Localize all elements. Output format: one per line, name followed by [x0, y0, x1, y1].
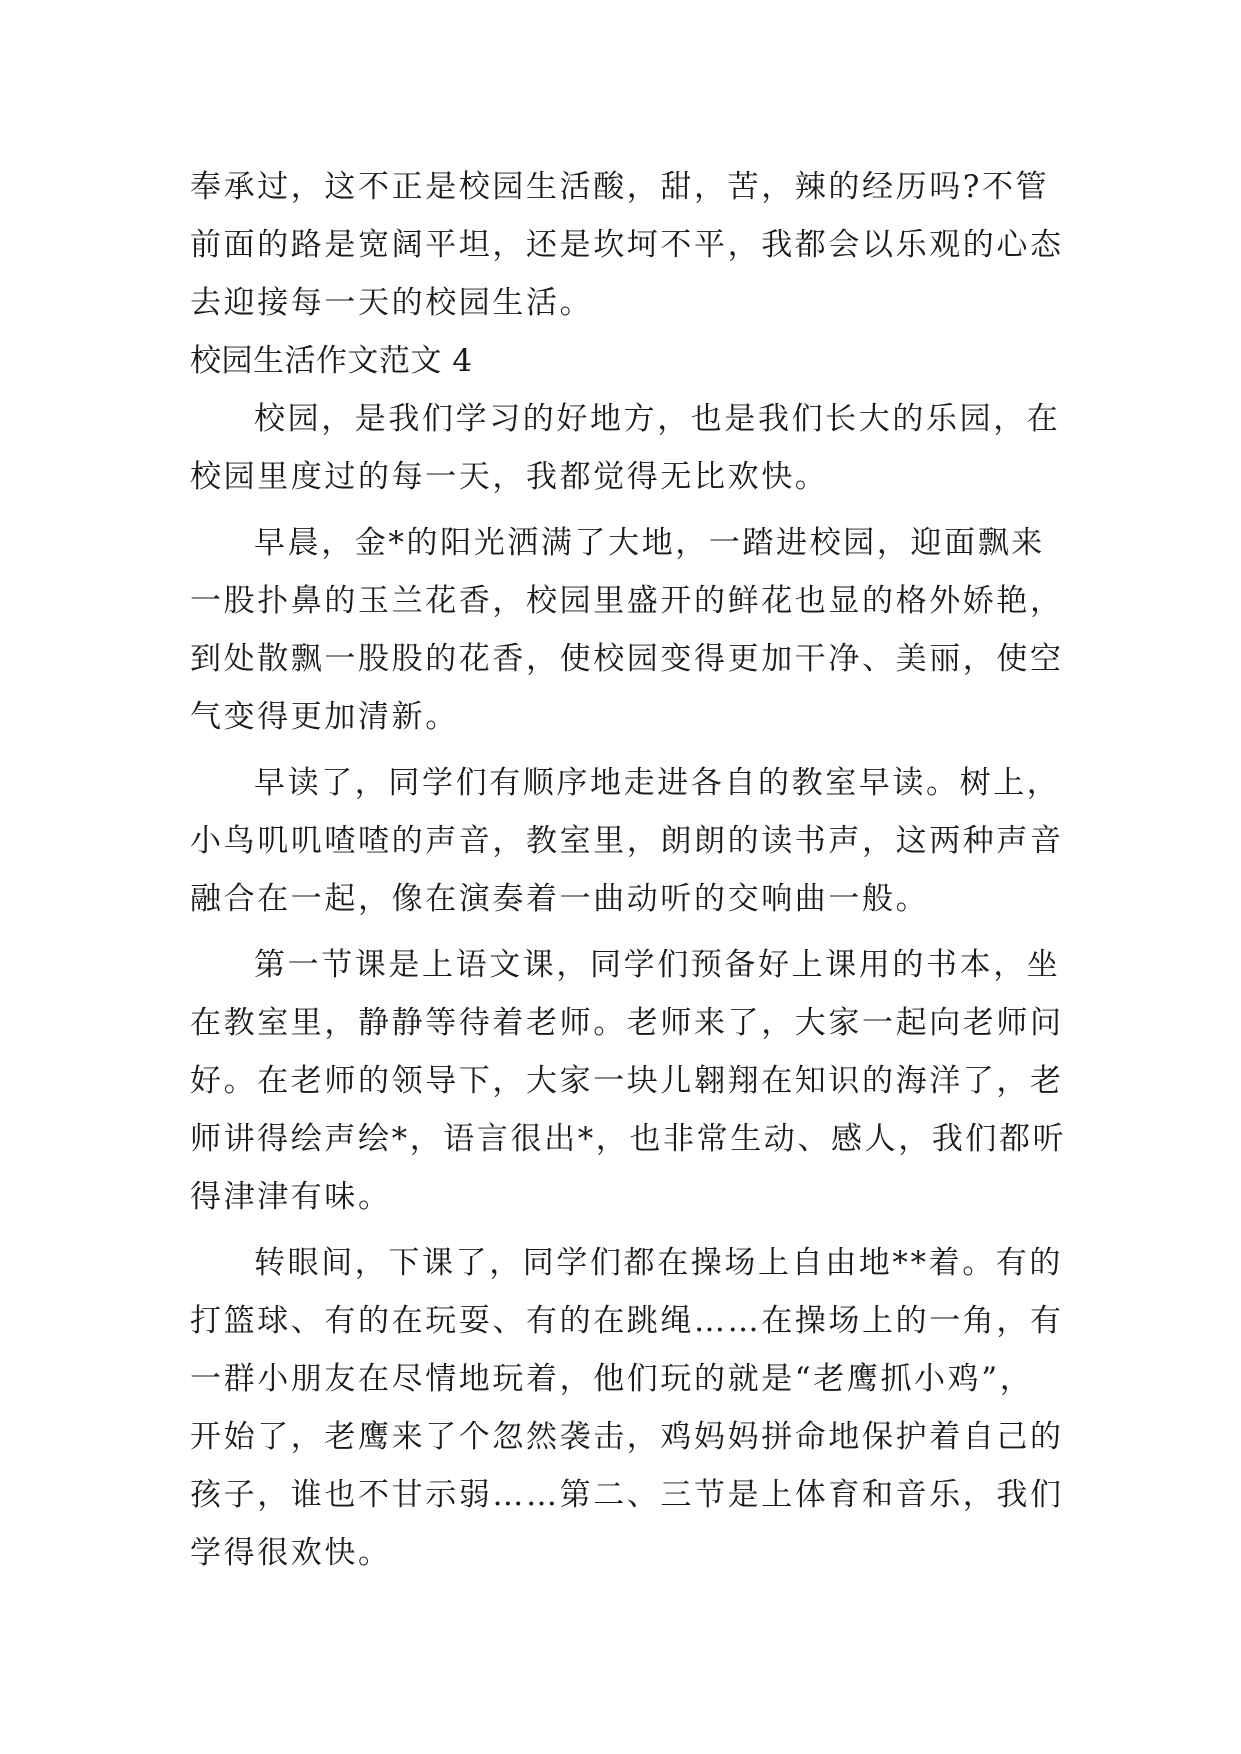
text-line: 早晨，金*的阳光洒满了大地，一踏进校园，迎面飘来 — [254, 525, 1045, 561]
text-line: 打篮球、有的在玩耍、有的在跳绳……在操场上的一角，有 — [190, 1303, 1064, 1339]
text-line: 校园，是我们学习的好地方，也是我们长大的乐园，在 — [254, 401, 1061, 437]
text-line: 好。在老师的领导下，大家一块儿翱翔在知识的海洋了，老 — [190, 1063, 1064, 1099]
text-line: 早读了，同学们有顺序地走进各自的教室早读。树上， — [254, 765, 1061, 801]
text-line: 在教室里，静静等待着老师。老师来了，大家一起向老师问 — [190, 1005, 1064, 1041]
text-line: 得津津有味。 — [190, 1179, 392, 1215]
text-line: 奉承过，这不正是校园生活酸，甜，苦，辣的经历吗?不管 — [190, 169, 1050, 205]
text-line: 一群小朋友在尽情地玩着，他们玩的就是“老鹰抓小鸡”， — [190, 1361, 1034, 1397]
text-line: 师讲得绘声绘*，语言很出*，也非常生动、感人，我们都听 — [190, 1121, 1067, 1157]
text-line: 前面的路是宽阔平坦，还是坎坷不平，我都会以乐观的心态 — [190, 227, 1064, 263]
text-line: 到处散飘一股股的花香，使校园变得更加干净、美丽，使空 — [190, 641, 1064, 677]
text-line: 第一节课是上语文课，同学们预备好上课用的书本，坐 — [254, 947, 1061, 983]
text-line: 孩子，谁也不甘示弱……第二、三节是上体育和音乐，我们 — [190, 1477, 1064, 1513]
text-line: 去迎接每一天的校园生活。 — [190, 285, 594, 321]
text-line: 气变得更加清新。 — [190, 699, 459, 735]
text-line: 校园里度过的每一天，我都觉得无比欢快。 — [190, 459, 829, 495]
text-line: 学得很欢快。 — [190, 1535, 392, 1571]
text-line: 转眼间，下课了，同学们都在操场上自由地**着。有的 — [254, 1245, 1063, 1281]
text-line: 一股扑鼻的玉兰花香，校园里盛开的鲜花也显的格外娇艳， — [190, 583, 1064, 619]
document-page — [190, 158, 1067, 1582]
text-line: 融合在一起，像在演奏着一曲动听的交响曲一般。 — [190, 881, 930, 917]
text-line: 开始了，老鹰来了个忽然袭击，鸡妈妈拼命地保护着自己的 — [190, 1419, 1064, 1455]
section-heading: 校园生活作文范文 4 — [190, 343, 473, 379]
text-line: 小鸟叽叽喳喳的声音，教室里，朗朗的读书声，这两种声音 — [190, 823, 1064, 859]
